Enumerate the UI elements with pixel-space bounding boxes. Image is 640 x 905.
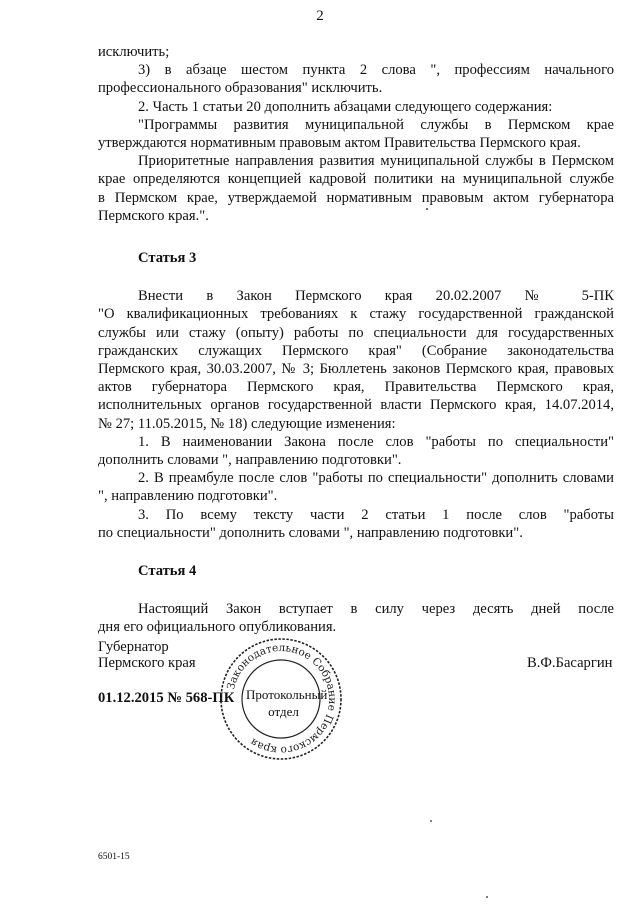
signature-block: [98, 639, 196, 671]
signer-name: В.Ф.Басаргин: [527, 655, 613, 671]
signature-title-2: Пермского края: [98, 655, 196, 671]
article-4-line-1: Настоящий Закон вступает в силу через десять дней после: [138, 601, 614, 618]
item-3-line-2: профессионального образования" исключить.: [98, 80, 383, 97]
quote-2-line-2: крае определяются концепцией кадровой политики на муниципальной службе: [98, 171, 614, 188]
document-date-number: 01.12.2015 № 568-ПК: [98, 690, 235, 706]
article-4-title: Статья 4: [138, 563, 197, 580]
seal-center-line-1: Протокольный: [246, 687, 328, 702]
footer-code: 6501-15: [98, 852, 130, 862]
signature-title-1: Губернатор: [98, 639, 169, 655]
part-2: 2. Часть 1 статьи 20 дополнить абзацами следующего содержания:: [138, 98, 553, 115]
quote-2-line-4: Пермского края.".: [98, 207, 209, 224]
article-3-item-3-line-2: по специальности" дополнить словами ", направлению подготовки".: [98, 524, 523, 541]
item-3-line-1: 3) в абзаце шестом пункта 2 слова ", профессиям начального: [138, 62, 614, 79]
scan-speck: [426, 208, 428, 210]
article-3-item-1-line-1: 1. В наименовании Закона после слов "работы по специальности": [138, 433, 614, 450]
article-3-line-6: актов губернатора Пермского края, Правительства Пермского края,: [98, 379, 614, 396]
seal-center-line-2: отдел: [268, 704, 299, 719]
article-3-item-1-line-2: дополнить словами ", направлению подготовки".: [98, 452, 402, 469]
article-3-line-4: гражданских служащих Пермского края" (Собрание законодательства: [98, 342, 614, 359]
document-body: [98, 43, 614, 637]
article-3-line-3: службы или стажу (опыту) работы по специальности для государственных: [98, 324, 614, 341]
article-3-title: Статья 3: [138, 250, 197, 267]
seal-center: [246, 686, 328, 720]
article-3-line-2: "О квалификационных требованиях к стажу государственной гражданской: [98, 306, 614, 323]
article-3-item-2-line-2: ", направлению подготовки".: [98, 488, 278, 505]
scan-speck: [430, 820, 432, 822]
page-number: 2: [316, 8, 324, 24]
para-intro: исключить;: [98, 44, 170, 60]
article-3-line-1: Внести в Закон Пермского края 20.02.2007 № 5-ПК: [138, 288, 614, 305]
scan-speck: [486, 896, 488, 898]
article-3-line-7: исполнительных органов государственной власти Пермского края, 14.07.2014,: [98, 397, 614, 414]
seal-ring-text: Законодательное Собрание Пермского края: [225, 641, 339, 757]
article-3-item-2-line-1: 2. В преамбуле после слов "работы по специальности" дополнить словами: [138, 470, 614, 487]
quote-2-line-1: Приоритетные направления развития муниципальной службы в Пермском: [138, 153, 614, 170]
article-3-item-3-line-1: 3. По всему тексту части 2 статьи 1 после слов "работы: [138, 506, 614, 523]
quote-2-line-3: в Пермском крае, утверждаемой нормативным правовым актом губернатора: [98, 189, 614, 206]
quote-1-line-1: "Программы развития муниципальной службы в Пермском крае: [138, 116, 614, 133]
article-4-line-2: дня его официального опубликования.: [98, 619, 337, 636]
quote-1-line-2: утверждаются нормативным правовым актом Правительства Пермского края.: [98, 135, 581, 152]
article-3-line-5: Пермского края, 30.03.2007, № 3; Бюллетень законов Пермского края, правовых: [98, 361, 614, 378]
article-3-line-8: № 27; 11.05.2015, № 18) следующие изменения:: [98, 415, 396, 432]
